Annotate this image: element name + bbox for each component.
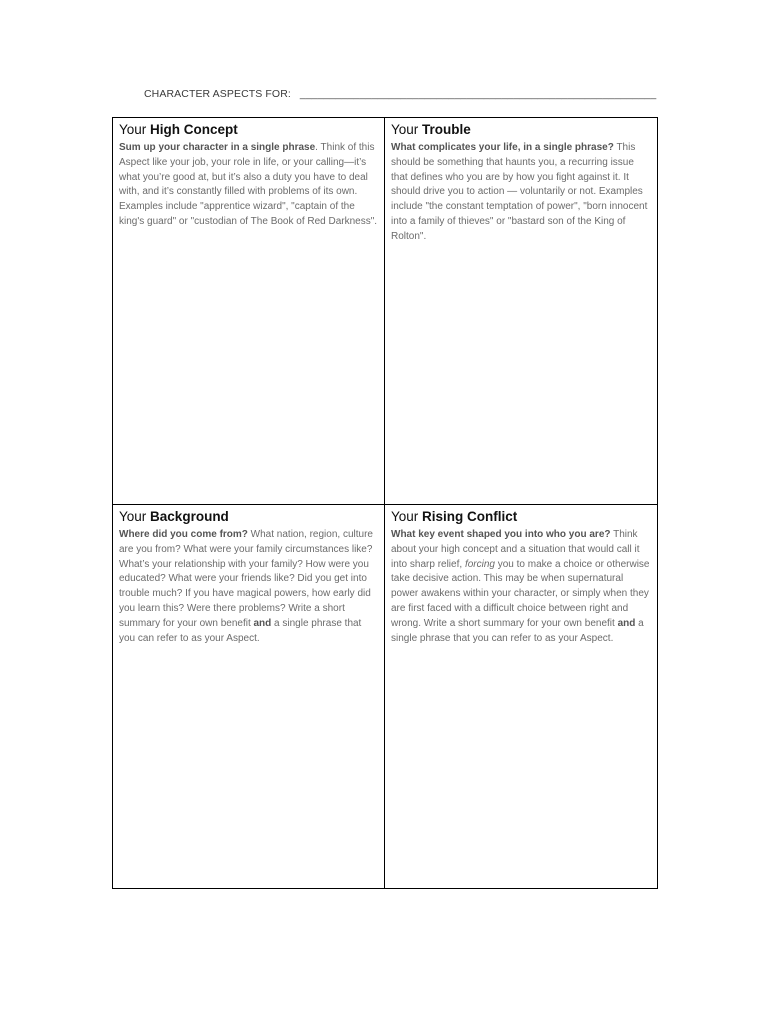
background-title: Your Background <box>119 509 229 524</box>
rising-conflict-title: Your Rising Conflict <box>391 509 518 524</box>
trouble-description: What complicates your life, in a single phrase? This should be something that haunts you, a recurring issue that defines who you are by how you fight against it. It should drive you to action — voluntarily or not. Examples include "the constant temptation of power", "born innocent into a family of thieves" or "bastard son of the King of Rolton". <box>391 142 648 242</box>
rising-conflict-description: What key event shaped you into who you are? Think about your high concept and a situation that would call it into sharp relief, forcing you to make a choice or otherwise take decisive action. This may be when supernatural power awakens within your character, or simply when they are first faced with a difficult choice between right and wrong. Write a short summary for your own benefit and a single phrase that you can refer to as your Aspect. <box>391 529 650 644</box>
high-concept-cell[interactable] <box>113 118 385 505</box>
aspects-grid <box>112 117 658 889</box>
character-aspects-header <box>144 88 656 100</box>
rising-conflict-cell[interactable] <box>385 505 657 888</box>
high-concept-description: Sum up your character in a single phrase. Think of this Aspect like your job, your role in life, or your calling—it’s what you’re good at, but it’s also a duty you have to deal with, and it’s constantly filled with problems of its own. Examples include "apprentice wizard", "captain of the king's guard" or "custodian of The Book of Red Darkness". <box>119 142 378 227</box>
header-label: CHARACTER ASPECTS FOR: <box>144 88 291 100</box>
trouble-title: Your Trouble <box>391 122 471 137</box>
background-cell[interactable] <box>113 505 385 888</box>
character-name-blank[interactable]: ____________________________________________________________ <box>299 88 657 100</box>
trouble-cell[interactable] <box>385 118 657 505</box>
background-description: Where did you come from? What nation, region, culture are you from? What were your family circumstances like? What’s your relationship with your family? How were you educated? What were your friends like? Did you get into trouble much? If you have magical powers, how early did you learn this? Were there problems? Write a short summary for your own benefit and a single phrase that you can refer to as your Aspect. <box>119 529 373 644</box>
high-concept-title: Your High Concept <box>119 122 238 137</box>
